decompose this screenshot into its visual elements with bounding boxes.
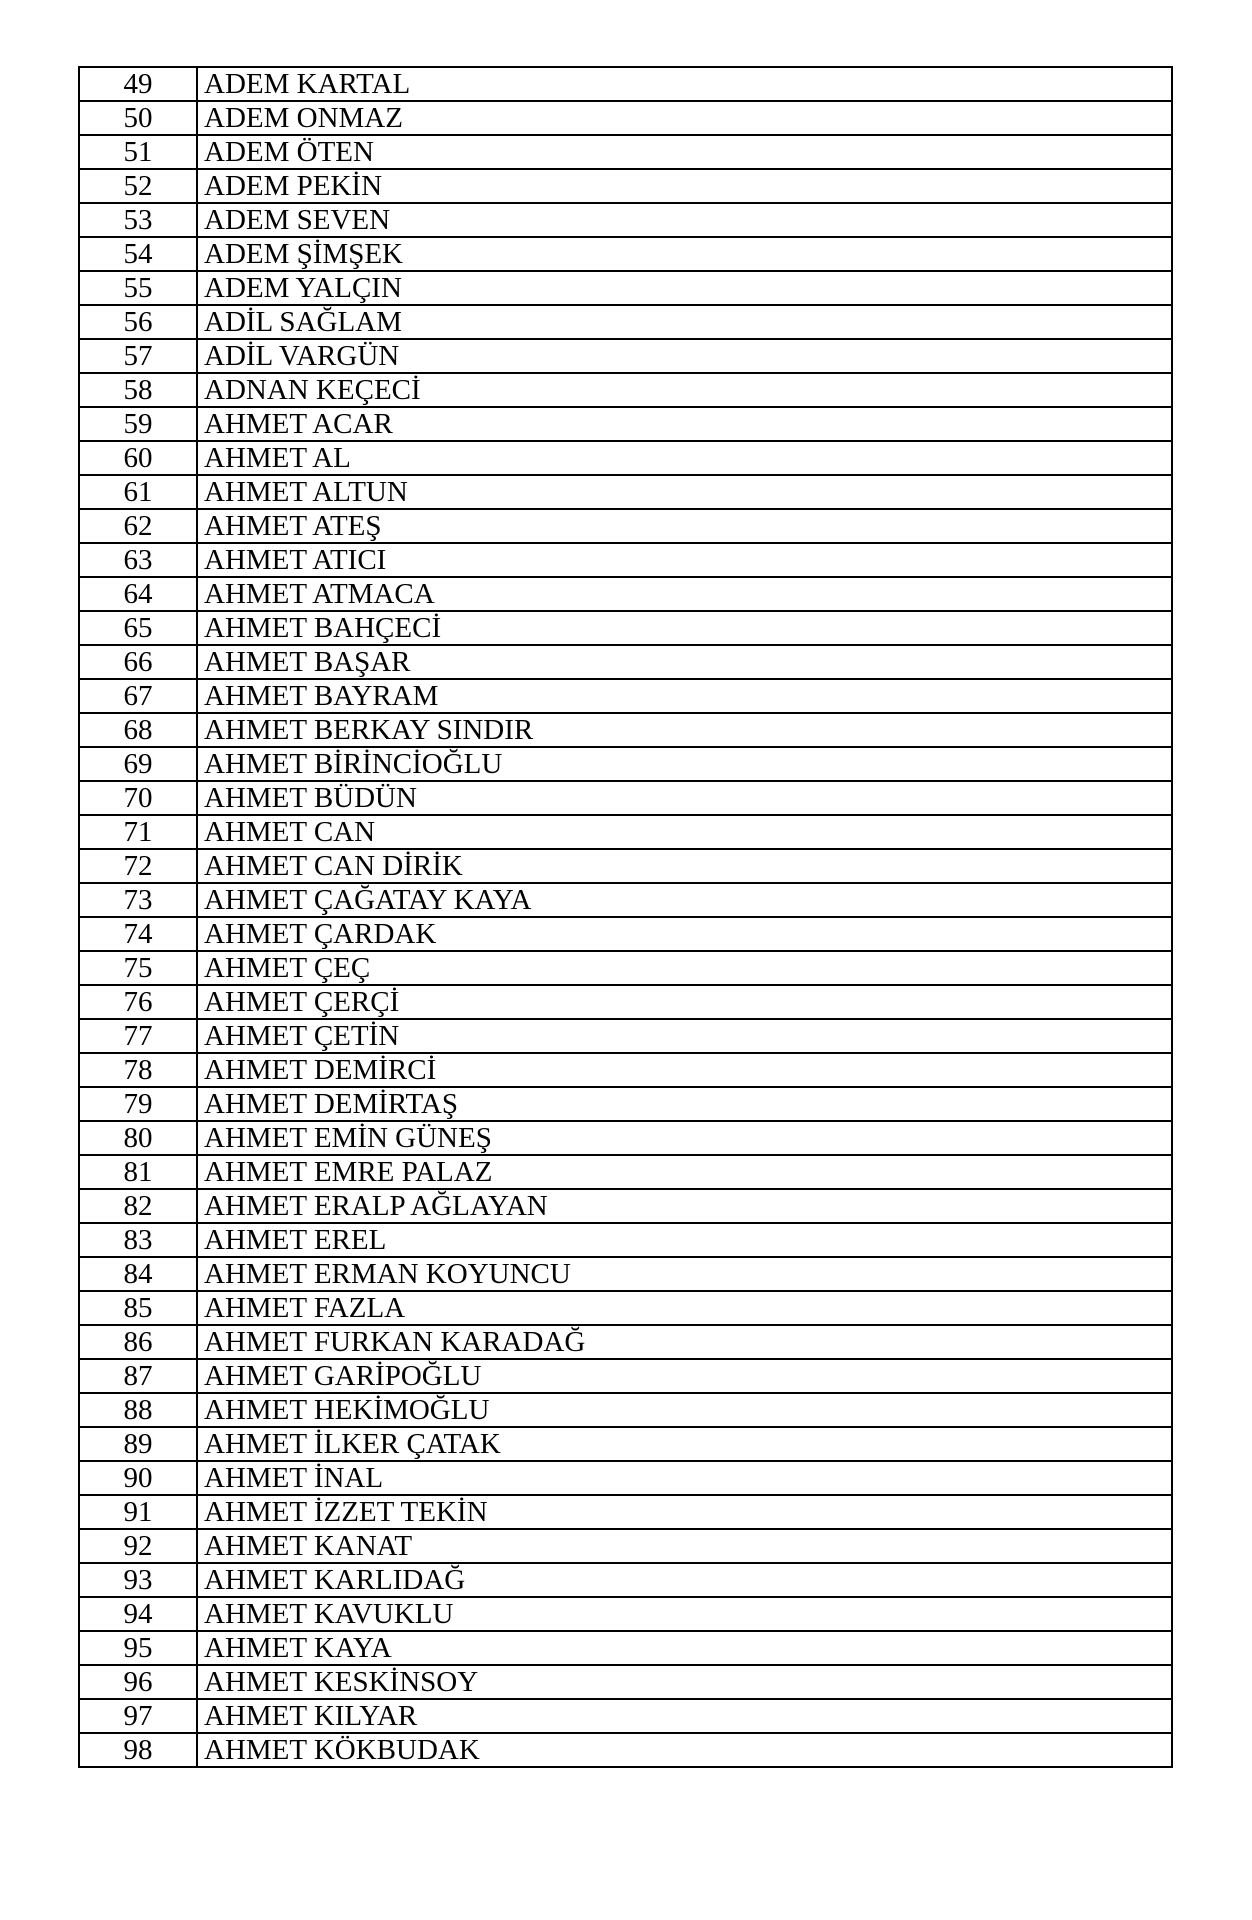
person-name-cell: ADEM PEKİN (197, 169, 1172, 203)
person-name-cell: ADEM SEVEN (197, 203, 1172, 237)
row-number-cell: 74 (79, 917, 197, 951)
table-row (79, 1087, 1172, 1121)
table-row (79, 1733, 1172, 1767)
row-number-cell: 76 (79, 985, 197, 1019)
row-number-cell: 57 (79, 339, 197, 373)
row-number-cell: 98 (79, 1733, 197, 1767)
row-number-cell: 66 (79, 645, 197, 679)
person-name-cell: AHMET ACAR (197, 407, 1172, 441)
table-row (79, 67, 1172, 101)
person-name-cell: AHMET GARİPOĞLU (197, 1359, 1172, 1393)
row-number-cell: 53 (79, 203, 197, 237)
row-number-cell: 91 (79, 1495, 197, 1529)
table-row (79, 1291, 1172, 1325)
table-row (79, 135, 1172, 169)
person-name-cell: AHMET BÜDÜN (197, 781, 1172, 815)
row-number-cell: 97 (79, 1699, 197, 1733)
table-row (79, 339, 1172, 373)
person-name-cell: AHMET EREL (197, 1223, 1172, 1257)
row-number-cell: 55 (79, 271, 197, 305)
row-number-cell: 64 (79, 577, 197, 611)
table-row (79, 1223, 1172, 1257)
person-name-cell: AHMET ATEŞ (197, 509, 1172, 543)
row-number-cell: 88 (79, 1393, 197, 1427)
person-name-cell: ADEM YALÇIN (197, 271, 1172, 305)
row-number-cell: 50 (79, 101, 197, 135)
person-name-cell: AHMET KAYA (197, 1631, 1172, 1665)
person-name-cell: ADEM ONMAZ (197, 101, 1172, 135)
table-row (79, 611, 1172, 645)
person-name-cell: AHMET KANAT (197, 1529, 1172, 1563)
table-row (79, 237, 1172, 271)
row-number-cell: 86 (79, 1325, 197, 1359)
table-row (79, 271, 1172, 305)
table-row (79, 1053, 1172, 1087)
person-name-cell: AHMET İNAL (197, 1461, 1172, 1495)
table-row (79, 373, 1172, 407)
person-name-cell: ADEM KARTAL (197, 67, 1172, 101)
row-number-cell: 60 (79, 441, 197, 475)
person-name-cell: AHMET BAHÇECİ (197, 611, 1172, 645)
table-row (79, 951, 1172, 985)
row-number-cell: 90 (79, 1461, 197, 1495)
row-number-cell: 61 (79, 475, 197, 509)
table-row (79, 747, 1172, 781)
table-row (79, 985, 1172, 1019)
table-row (79, 1393, 1172, 1427)
table-row (79, 815, 1172, 849)
row-number-cell: 63 (79, 543, 197, 577)
person-name-cell: ADEM ÖTEN (197, 135, 1172, 169)
row-number-cell: 77 (79, 1019, 197, 1053)
person-name-cell: AHMET CAN (197, 815, 1172, 849)
row-number-cell: 82 (79, 1189, 197, 1223)
person-name-cell: AHMET EMİN GÜNEŞ (197, 1121, 1172, 1155)
row-number-cell: 81 (79, 1155, 197, 1189)
row-number-cell: 67 (79, 679, 197, 713)
row-number-cell: 89 (79, 1427, 197, 1461)
table-row (79, 1189, 1172, 1223)
table-row (79, 1631, 1172, 1665)
row-number-cell: 58 (79, 373, 197, 407)
table-row (79, 577, 1172, 611)
name-list-body (79, 67, 1172, 1767)
person-name-cell: AHMET KAVUKLU (197, 1597, 1172, 1631)
row-number-cell: 69 (79, 747, 197, 781)
table-row (79, 1257, 1172, 1291)
row-number-cell: 92 (79, 1529, 197, 1563)
person-name-cell: AHMET KESKİNSOY (197, 1665, 1172, 1699)
table-row (79, 1427, 1172, 1461)
row-number-cell: 94 (79, 1597, 197, 1631)
row-number-cell: 51 (79, 135, 197, 169)
table-row (79, 1155, 1172, 1189)
row-number-cell: 68 (79, 713, 197, 747)
row-number-cell: 49 (79, 67, 197, 101)
table-row (79, 679, 1172, 713)
table-row (79, 509, 1172, 543)
table-row (79, 203, 1172, 237)
table-row (79, 917, 1172, 951)
person-name-cell: AHMET AL (197, 441, 1172, 475)
table-row (79, 543, 1172, 577)
person-name-cell: AHMET KILYAR (197, 1699, 1172, 1733)
person-name-cell: ADİL VARGÜN (197, 339, 1172, 373)
row-number-cell: 80 (79, 1121, 197, 1155)
table-row (79, 407, 1172, 441)
person-name-cell: ADNAN KEÇECİ (197, 373, 1172, 407)
row-number-cell: 87 (79, 1359, 197, 1393)
table-row (79, 1359, 1172, 1393)
row-number-cell: 96 (79, 1665, 197, 1699)
table-row (79, 441, 1172, 475)
row-number-cell: 59 (79, 407, 197, 441)
row-number-cell: 75 (79, 951, 197, 985)
row-number-cell: 83 (79, 1223, 197, 1257)
table-row (79, 849, 1172, 883)
row-number-cell: 78 (79, 1053, 197, 1087)
person-name-cell: AHMET DEMİRTAŞ (197, 1087, 1172, 1121)
row-number-cell: 95 (79, 1631, 197, 1665)
table-row (79, 169, 1172, 203)
person-name-cell: AHMET ÇARDAK (197, 917, 1172, 951)
person-name-cell: ADEM ŞİMŞEK (197, 237, 1172, 271)
table-row (79, 1121, 1172, 1155)
person-name-cell: AHMET ERALP AĞLAYAN (197, 1189, 1172, 1223)
person-name-cell: ADİL SAĞLAM (197, 305, 1172, 339)
row-number-cell: 79 (79, 1087, 197, 1121)
table-row (79, 101, 1172, 135)
person-name-cell: AHMET FAZLA (197, 1291, 1172, 1325)
person-name-cell: AHMET HEKİMOĞLU (197, 1393, 1172, 1427)
row-number-cell: 70 (79, 781, 197, 815)
row-number-cell: 71 (79, 815, 197, 849)
table-row (79, 781, 1172, 815)
row-number-cell: 65 (79, 611, 197, 645)
person-name-cell: AHMET İLKER ÇATAK (197, 1427, 1172, 1461)
person-name-cell: AHMET BİRİNCİOĞLU (197, 747, 1172, 781)
table-row (79, 1325, 1172, 1359)
table-row (79, 1461, 1172, 1495)
person-name-cell: AHMET ÇAĞATAY KAYA (197, 883, 1172, 917)
table-row (79, 305, 1172, 339)
row-number-cell: 54 (79, 237, 197, 271)
table-row (79, 1563, 1172, 1597)
row-number-cell: 93 (79, 1563, 197, 1597)
person-name-cell: AHMET ALTUN (197, 475, 1172, 509)
person-name-cell: AHMET ÇEÇ (197, 951, 1172, 985)
row-number-cell: 72 (79, 849, 197, 883)
row-number-cell: 85 (79, 1291, 197, 1325)
table-row (79, 713, 1172, 747)
table-row (79, 1699, 1172, 1733)
person-name-cell: AHMET ÇETİN (197, 1019, 1172, 1053)
person-name-cell: AHMET ERMAN KOYUNCU (197, 1257, 1172, 1291)
row-number-cell: 84 (79, 1257, 197, 1291)
table-row (79, 1495, 1172, 1529)
table-row (79, 645, 1172, 679)
person-name-cell: AHMET FURKAN KARADAĞ (197, 1325, 1172, 1359)
person-name-cell: AHMET ÇERÇİ (197, 985, 1172, 1019)
table-row (79, 1665, 1172, 1699)
table-row (79, 475, 1172, 509)
person-name-cell: AHMET ATICI (197, 543, 1172, 577)
row-number-cell: 56 (79, 305, 197, 339)
person-name-cell: AHMET CAN DİRİK (197, 849, 1172, 883)
name-list-table (78, 66, 1173, 1768)
table-row (79, 1597, 1172, 1631)
person-name-cell: AHMET EMRE PALAZ (197, 1155, 1172, 1189)
row-number-cell: 62 (79, 509, 197, 543)
person-name-cell: AHMET KÖKBUDAK (197, 1733, 1172, 1767)
person-name-cell: AHMET DEMİRCİ (197, 1053, 1172, 1087)
person-name-cell: AHMET BERKAY SINDIR (197, 713, 1172, 747)
person-name-cell: AHMET ATMACA (197, 577, 1172, 611)
row-number-cell: 52 (79, 169, 197, 203)
table-row (79, 883, 1172, 917)
person-name-cell: AHMET İZZET TEKİN (197, 1495, 1172, 1529)
table-row (79, 1529, 1172, 1563)
person-name-cell: AHMET BAŞAR (197, 645, 1172, 679)
row-number-cell: 73 (79, 883, 197, 917)
person-name-cell: AHMET BAYRAM (197, 679, 1172, 713)
table-row (79, 1019, 1172, 1053)
person-name-cell: AHMET KARLIDAĞ (197, 1563, 1172, 1597)
